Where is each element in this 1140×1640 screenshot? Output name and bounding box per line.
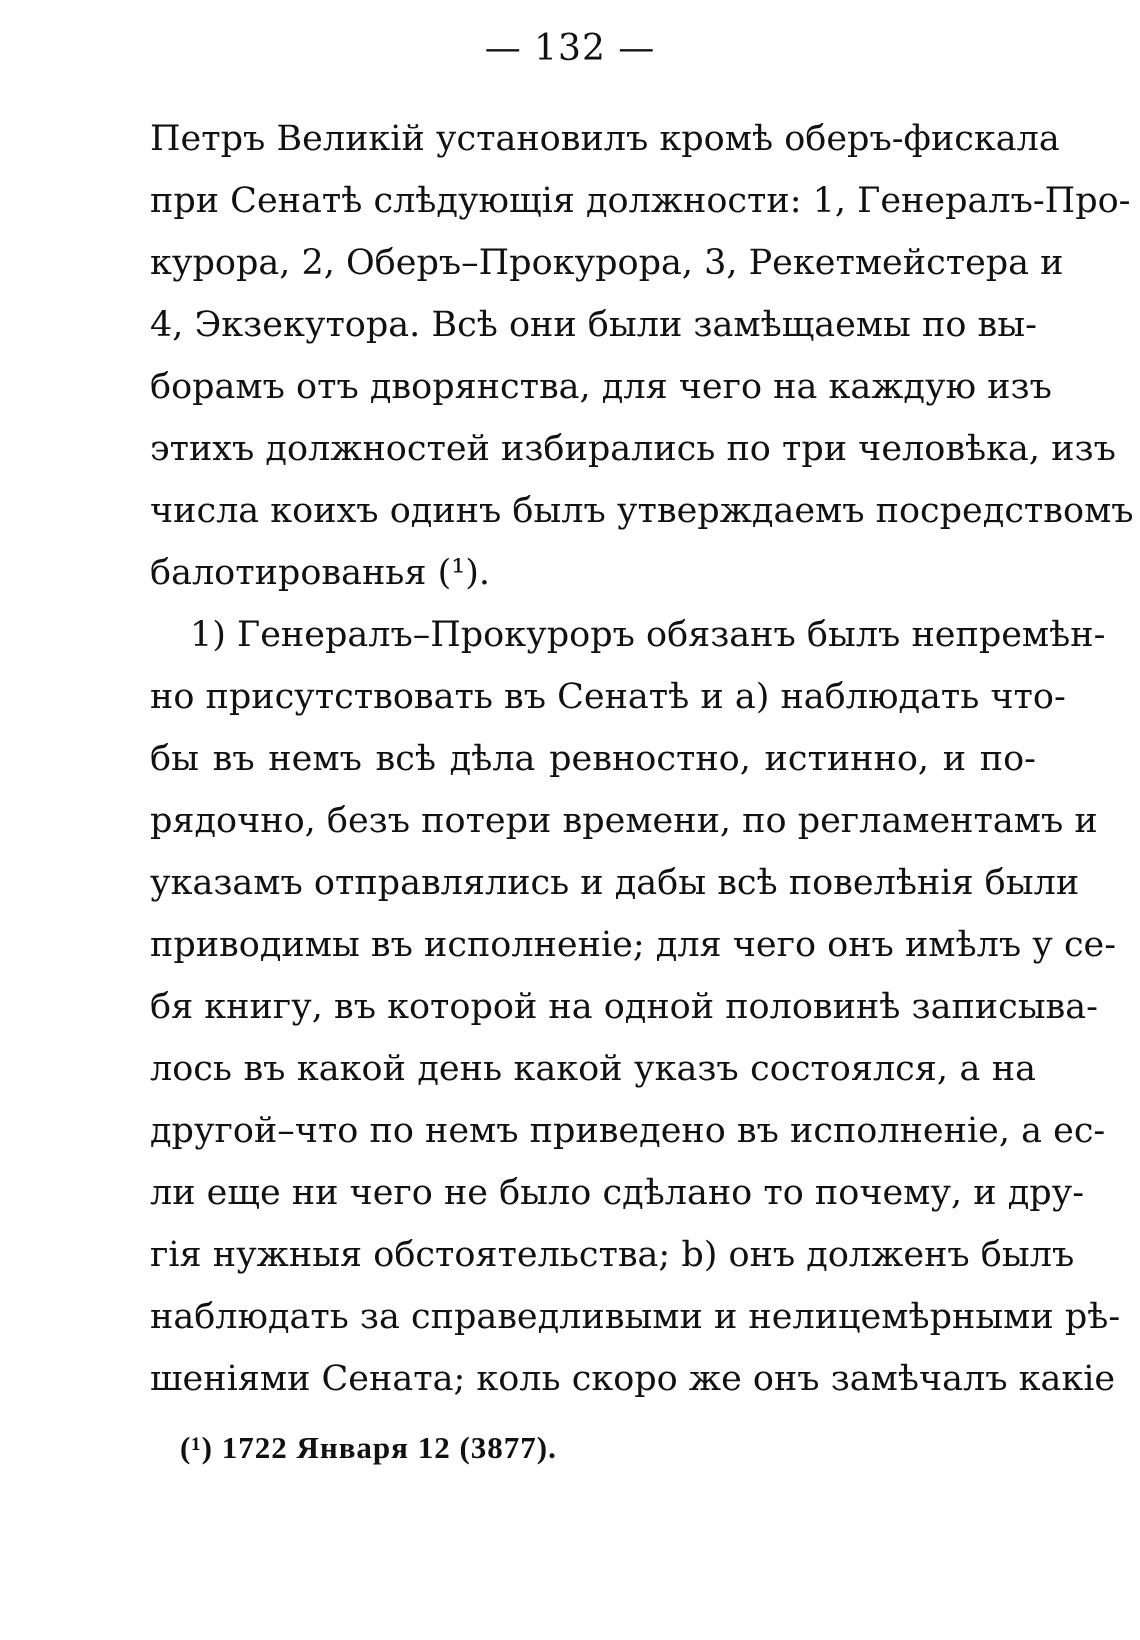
text-line: лось въ какой день какой указъ состоялся, а на bbox=[150, 1049, 1036, 1089]
text-line: ли еще ни чего не было сдѣлано то почему, и дру- bbox=[150, 1173, 1085, 1213]
footnote: (¹) 1722 Января 12 (3877). bbox=[180, 1430, 557, 1465]
text-line: приводимы въ исполненіе; для чего онъ имѣлъ у се- bbox=[150, 925, 1117, 965]
text-line: рядочно, безъ потери времени, по регламентамъ и bbox=[150, 801, 1098, 841]
text-line: гія нужныя обстоятельства; b) онъ долженъ былъ bbox=[150, 1235, 1075, 1275]
text-line: другой–что по немъ приведено въ исполненіе, а ес- bbox=[150, 1111, 1106, 1151]
text-line: 4, Экзекутора. Всѣ они были замѣщаемы по вы- bbox=[150, 305, 1037, 345]
text-line: шеніями Сената; коль скоро же онъ замѣчалъ какіе bbox=[150, 1359, 1116, 1399]
text-line: этихъ должностей избирались по три человѣка, изъ bbox=[150, 429, 1116, 469]
text-line: при Сенатѣ слѣдующія должности: 1, Генералъ-Про- bbox=[150, 181, 1131, 221]
text-line: но присутствовать въ Сенатѣ и а) наблюдать что- bbox=[150, 677, 1066, 717]
text-line: бя книгу, въ которой на одной половинѣ записыва- bbox=[150, 987, 1098, 1027]
text-line: числа коихъ одинъ былъ утверждаемъ посредствомъ bbox=[150, 491, 1134, 531]
text-line: борамъ отъ дворянства, для чего на каждую изъ bbox=[150, 367, 1052, 407]
page-number: — 132 — bbox=[484, 28, 656, 69]
text-line: курора, 2, Оберъ–Прокурора, 3, Рекетмейстера и bbox=[150, 243, 1064, 283]
text-line: Петръ Великій установилъ кромѣ оберъ-фискала bbox=[150, 119, 1060, 159]
body-text bbox=[150, 108, 1134, 1410]
text-line: балотированья (¹). bbox=[150, 553, 491, 593]
text-line: указамъ отправлялись и дабы всѣ повелѣнія были bbox=[150, 863, 1080, 903]
text-line: 1) Генералъ–Прокуроръ обязанъ былъ непремѣн- bbox=[190, 615, 1106, 655]
text-line: бы въ немъ всѣ дѣла ревностно, истинно, и по- bbox=[150, 739, 1036, 779]
text-line: наблюдать за справедливыми и нелицемѣрными рѣ- bbox=[150, 1297, 1121, 1337]
